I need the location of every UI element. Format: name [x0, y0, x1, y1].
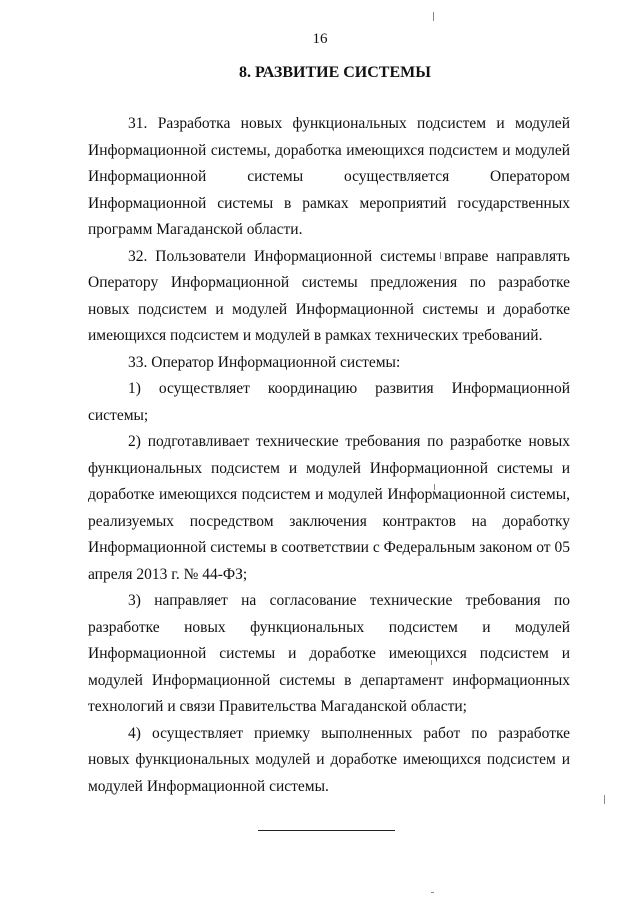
paragraph-33-item-3: 3) направляет на согласование технические требования по разработке новых функциональных подсистем и модулей Информационной системы и доработке имеющихся подсистем и модулей Информационной системы в департамент информационных технологий и связи Правительства Магаданской области;	[88, 592, 570, 715]
paragraph-33-item-1: 1) осуществляет координацию развития Информационной системы;	[88, 380, 570, 424]
paragraph-33-item-2: 2) подготавливает технические требования по разработке новых функциональных подсистем и модулей Информационной системы и доработке имеющихся подсистем и модулей Информационной системы, реализуемых посредством заключения контрактов на доработку Информационной системы в соответствии с Федеральным законом от 05 апреля 2013 г. № 44-ФЗ;	[88, 433, 570, 583]
paragraph-31: 31. Разработка новых функциональных подсистем и модулей Информационной системы, доработка имеющихся подсистем и модулей Информационной системы осуществляется Оператором Информационной системы в рамках мероприятий государственных программ Магаданской области.	[88, 115, 570, 238]
paragraph-32: 32. Пользователи Информационной системы вправе направлять Оператору Информационной системы предложения по разработке новых подсистем и модулей Информационной системы и доработке имеющихся подсистем и модулей в рамках технических требований.	[88, 247, 570, 344]
paragraph-33-item-4: 4) осуществляет приемку выполненных работ по разработке новых функциональных модулей и доработке имеющихся подсистем и модулей Информационной системы.	[88, 724, 570, 795]
end-of-section-rule	[258, 830, 395, 831]
document-body	[88, 111, 570, 800]
section-title: 8. РАЗВИТИЕ СИСТЕМЫ	[239, 64, 431, 81]
scan-speck	[604, 795, 605, 804]
scan-speck	[431, 892, 434, 893]
page-number: 16	[312, 31, 328, 47]
paragraph-33: 33. Оператор Информационной системы:	[128, 353, 401, 371]
scan-speck	[433, 12, 434, 21]
